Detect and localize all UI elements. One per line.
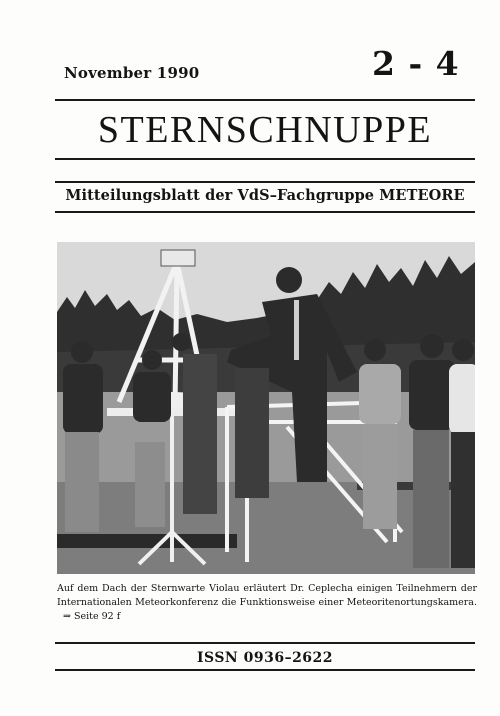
subtitle-top-rule: [55, 181, 475, 183]
magazine-title: STERNSCHNUPPE: [97, 109, 433, 151]
caption-text: Auf dem Dach der Sternwarte Violau erläutert Dr. Ceplecha einigen Teilnehmern der Internationalen Meteorkonferenz die Funktionsweise einer Meteoritenortungskamera.: [57, 583, 477, 608]
page-reference: ⇒ Seite 92 f: [63, 611, 121, 622]
issn-bottom-rule: [55, 669, 475, 671]
photo-caption: [57, 582, 477, 624]
issue-date: November 1990: [64, 64, 200, 82]
subtitle: Mitteilungsblatt der VdS–Fachgruppe METEORE: [65, 187, 465, 204]
cover-photo: [57, 242, 475, 574]
subtitle-bottom-rule: [55, 211, 475, 213]
issue-number: 2 - 4: [372, 44, 460, 83]
issn-number: ISSN 0936–2622: [196, 650, 334, 666]
top-rule: [55, 99, 475, 101]
issn-top-rule: [55, 642, 475, 644]
title-rule: [55, 158, 475, 160]
